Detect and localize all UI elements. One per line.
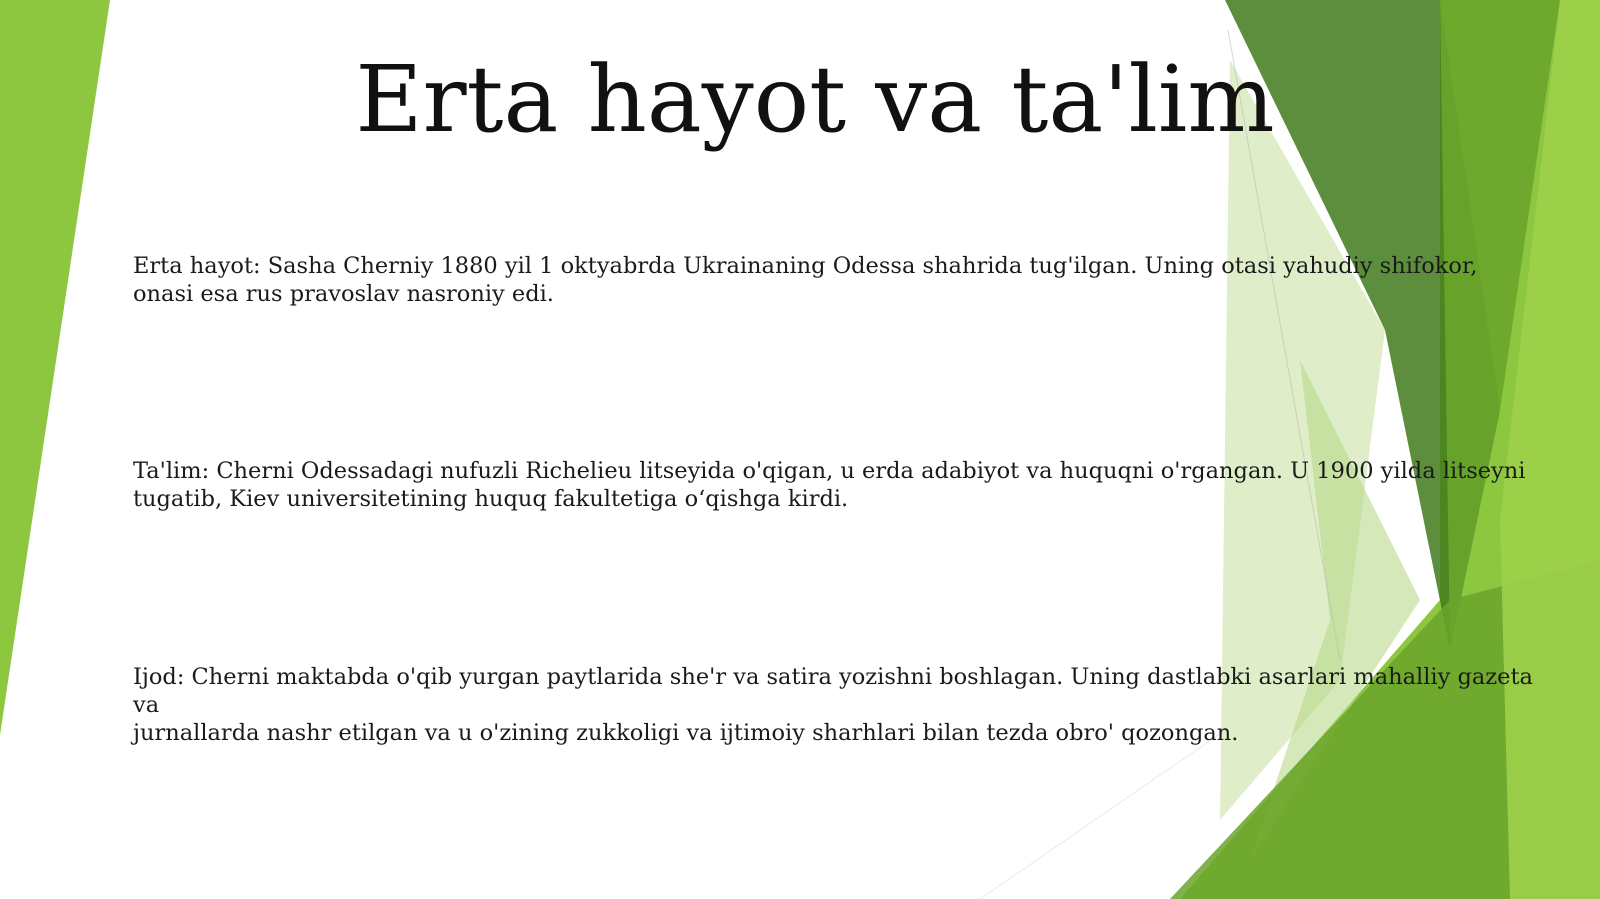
paragraph-education xyxy=(133,457,1533,513)
paragraph-line: Ijod: Cherni maktabda o'qib yurgan paytlarida she'r va satira yozishni boshlagan. Uning dastlabki asarlari mahalliy gazeta va xyxy=(133,664,1533,718)
paragraph-line: tugatib, Kiev universitetining huquq fakultetiga o‘qishga kirdi. xyxy=(133,486,849,512)
paragraph-line: jurnallarda nashr etilgan va u o'zining zukkoligi va ijtimoiy sharhlari bilan tezda obro' qozongan. xyxy=(133,720,1239,746)
paragraph-early-life xyxy=(133,252,1533,308)
paragraph-line: onasi esa rus pravoslav nasroniy edi. xyxy=(133,281,554,307)
paragraph-line: Erta hayot: Sasha Cherniy 1880 yil 1 oktyabrda Ukrainaning Odessa shahrida tug'ilgan. Uning otasi yahudiy shifokor, xyxy=(133,253,1478,279)
slide-title: Erta hayot va ta'lim xyxy=(355,46,1275,153)
paragraph-creativity xyxy=(133,663,1533,747)
paragraph-line: Ta'lim: Cherni Odessadagi nufuzli Richelieu litseyida o'qigan, u erda adabiyot va huquqni o'rgangan. U 1900 yilda litseyni xyxy=(133,458,1526,484)
